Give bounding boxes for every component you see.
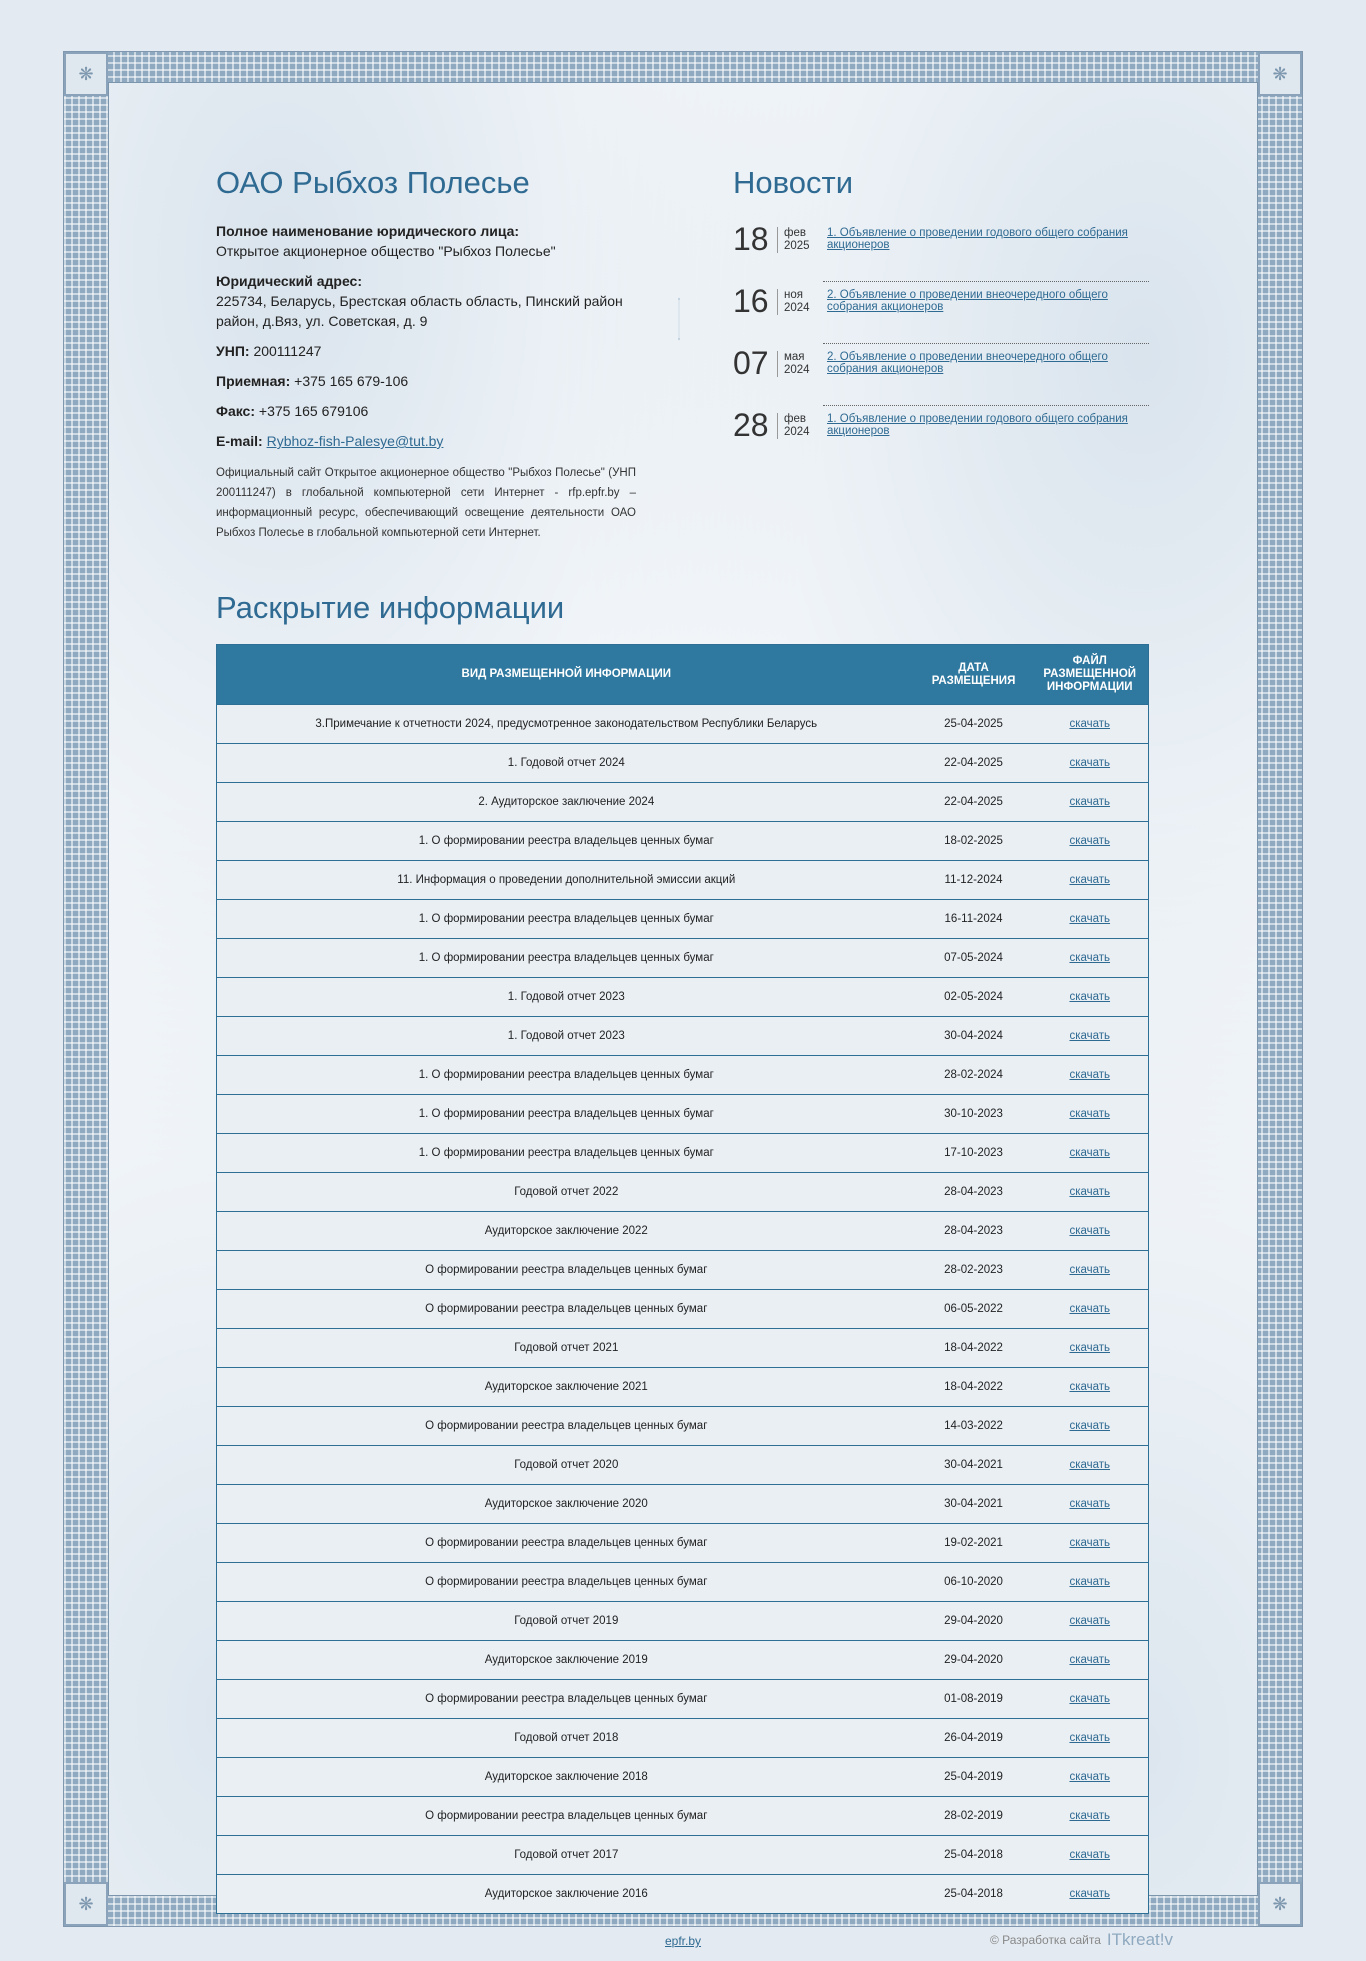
- info-type-cell: Аудиторское заключение 2020: [217, 1485, 916, 1524]
- date-cell: 01-08-2019: [916, 1680, 1032, 1719]
- disclosure-section: [216, 590, 1149, 1914]
- download-link[interactable]: скачать: [1069, 1654, 1111, 1666]
- news-month-year: [777, 227, 810, 253]
- company-info: [216, 165, 636, 543]
- file-cell: [1032, 1095, 1149, 1134]
- news-title: Новости: [733, 165, 854, 200]
- file-cell: [1032, 939, 1149, 978]
- date-cell: 26-04-2019: [916, 1719, 1032, 1758]
- download-link[interactable]: скачать: [1069, 1459, 1111, 1471]
- header-file: ФАЙЛ РАЗМЕЩЕННОЙ ИНФОРМАЦИИ: [1032, 645, 1149, 705]
- info-type-cell: Годовой отчет 2020: [217, 1446, 916, 1485]
- table-row: [217, 1485, 1149, 1524]
- news-year: 2024: [784, 425, 810, 438]
- file-cell: [1032, 900, 1149, 939]
- file-cell: [1032, 1329, 1149, 1368]
- news-section: [733, 165, 1149, 469]
- table-row: [217, 783, 1149, 822]
- table-row: [217, 1446, 1149, 1485]
- file-cell: [1032, 1485, 1149, 1524]
- news-link[interactable]: 2. Объявление о проведении внеочередного общего собрания акционеров: [827, 351, 1108, 375]
- news-month-year: [777, 413, 810, 439]
- email-label: E-mail:: [216, 433, 263, 449]
- unp-label: УНП:: [216, 343, 250, 359]
- download-link[interactable]: скачать: [1069, 1186, 1111, 1198]
- date-cell: 02-05-2024: [916, 978, 1032, 1017]
- footer-epfr-link[interactable]: epfr.by: [665, 1934, 702, 1948]
- corner-ornament-icon: ❋: [64, 1882, 108, 1926]
- download-link[interactable]: скачать: [1069, 1888, 1111, 1900]
- full-name-label: Полное наименование юридического лица:: [216, 223, 520, 239]
- full-name-value: Открытое акционерное общество "Рыбхоз Полесье": [216, 243, 556, 259]
- news-item: [733, 345, 1149, 406]
- download-link[interactable]: скачать: [1069, 874, 1111, 886]
- table-header-row: [217, 645, 1149, 705]
- info-type-cell: О формировании реестра владельцев ценных бумаг: [217, 1680, 916, 1719]
- file-cell: [1032, 1251, 1149, 1290]
- info-type-cell: 1. О формировании реестра владельцев ценных бумаг: [217, 939, 916, 978]
- developer-label: © Разработка сайта: [989, 1933, 1101, 1947]
- news-item: [733, 283, 1149, 344]
- info-type-cell: Годовой отчет 2022: [217, 1173, 916, 1212]
- download-link[interactable]: скачать: [1069, 1810, 1111, 1822]
- news-link[interactable]: 1. Объявление о проведении годового общего собрания акционеров: [827, 227, 1128, 251]
- download-link[interactable]: скачать: [1069, 1264, 1111, 1276]
- news-month: фев: [784, 226, 806, 239]
- developer-logo-link[interactable]: ITkreat!v: [1106, 1930, 1173, 1949]
- news-date: [733, 221, 810, 258]
- file-cell: [1032, 1680, 1149, 1719]
- news-separator: [823, 343, 1149, 344]
- download-link[interactable]: скачать: [1069, 1030, 1111, 1042]
- info-type-cell: О формировании реестра владельцев ценных бумаг: [217, 1797, 916, 1836]
- file-cell: [1032, 1212, 1149, 1251]
- news-day: 18: [733, 221, 769, 257]
- info-type-cell: 1. Годовой отчет 2023: [217, 978, 916, 1017]
- table-row: [217, 1719, 1149, 1758]
- table-row: [217, 1095, 1149, 1134]
- download-link[interactable]: скачать: [1069, 1576, 1111, 1588]
- table-row: [217, 1602, 1149, 1641]
- site-description: Официальный сайт Открытое акционерное общество "Рыбхоз Полесье" (УНП 200111247) в глобальной компьютерной сети Интернет - rfp.epfr.by – информационный ресурс, обеспечивающий освещение деятельности ОАО Рыбхоз Полесье в глобальной компьютерной сети Интернет.: [216, 467, 636, 539]
- table-row: [217, 1134, 1149, 1173]
- reception-label: Приемная:: [216, 373, 291, 389]
- table-row: [217, 822, 1149, 861]
- date-cell: 25-04-2019: [916, 1758, 1032, 1797]
- download-link[interactable]: скачать: [1069, 1849, 1111, 1861]
- table-row: [217, 861, 1149, 900]
- news-year: 2024: [784, 363, 810, 376]
- table-row: [217, 705, 1149, 744]
- table-row: [217, 1680, 1149, 1719]
- date-cell: 22-04-2025: [916, 783, 1032, 822]
- table-row: [217, 1797, 1149, 1836]
- reception-field: [216, 371, 636, 391]
- news-month: фев: [784, 412, 806, 425]
- file-cell: [1032, 1719, 1149, 1758]
- info-type-cell: 11. Информация о проведении дополнительной эмиссии акций: [217, 861, 916, 900]
- file-cell: [1032, 1563, 1149, 1602]
- reception-value: +375 165 679-106: [294, 373, 409, 389]
- news-day: 16: [733, 283, 769, 319]
- news-separator: [823, 281, 1149, 282]
- address-value: 225734, Беларусь, Брестская область область, Пинский район район, д.Вяз, ул. Советская, д. 9: [216, 293, 623, 329]
- news-separator: [823, 405, 1149, 406]
- table-row: [217, 1173, 1149, 1212]
- info-type-cell: 1. Годовой отчет 2024: [217, 744, 916, 783]
- info-type-cell: Годовой отчет 2017: [217, 1836, 916, 1875]
- table-row: [217, 1758, 1149, 1797]
- file-cell: [1032, 1368, 1149, 1407]
- full-name-field: [216, 221, 636, 261]
- download-link[interactable]: скачать: [1069, 952, 1111, 964]
- info-type-cell: 3.Примечание к отчетности 2024, предусмотренное законодательством Республики Беларусь: [217, 705, 916, 744]
- table-row: [217, 1524, 1149, 1563]
- unp-field: [216, 341, 636, 361]
- file-cell: [1032, 1875, 1149, 1914]
- date-cell: 28-04-2023: [916, 1173, 1032, 1212]
- download-link[interactable]: скачать: [1069, 1537, 1111, 1549]
- file-cell: [1032, 978, 1149, 1017]
- news-year: 2024: [784, 301, 810, 314]
- date-cell: 28-02-2024: [916, 1056, 1032, 1095]
- file-cell: [1032, 783, 1149, 822]
- fax-value: +375 165 679106: [258, 403, 369, 419]
- fax-label: Факс:: [216, 403, 256, 419]
- file-cell: [1032, 861, 1149, 900]
- table-row: [217, 900, 1149, 939]
- disclosure-title: Раскрытие информации: [216, 590, 565, 625]
- download-link[interactable]: скачать: [1069, 1108, 1111, 1120]
- date-cell: 16-11-2024: [916, 900, 1032, 939]
- news-item: [733, 221, 1149, 282]
- file-cell: [1032, 1797, 1149, 1836]
- table-row: [217, 1836, 1149, 1875]
- file-cell: [1032, 1524, 1149, 1563]
- file-cell: [1032, 1173, 1149, 1212]
- table-row: [217, 1251, 1149, 1290]
- table-row: [217, 1641, 1149, 1680]
- news-day: 07: [733, 345, 769, 381]
- info-type-cell: О формировании реестра владельцев ценных бумаг: [217, 1251, 916, 1290]
- table-row: [217, 1407, 1149, 1446]
- corner-ornament-icon: ❋: [64, 52, 108, 96]
- file-cell: [1032, 705, 1149, 744]
- info-type-cell: 2. Аудиторское заключение 2024: [217, 783, 916, 822]
- file-cell: [1032, 1446, 1149, 1485]
- download-link[interactable]: скачать: [1069, 796, 1111, 808]
- download-link[interactable]: скачать: [1069, 1303, 1111, 1315]
- address-field: [216, 271, 636, 331]
- company-title: ОАО Рыбхоз Полесье: [216, 165, 530, 200]
- date-cell: 28-02-2019: [916, 1797, 1032, 1836]
- email-link[interactable]: Rybhoz-fish-Palesye@tut.by: [266, 433, 444, 449]
- date-cell: 25-04-2025: [916, 705, 1032, 744]
- file-cell: [1032, 1836, 1149, 1875]
- news-month: мая: [784, 350, 805, 363]
- table-row: [217, 1563, 1149, 1602]
- download-link[interactable]: скачать: [1069, 913, 1111, 925]
- table-row: [217, 939, 1149, 978]
- info-type-cell: О формировании реестра владельцев ценных бумаг: [217, 1290, 916, 1329]
- file-cell: [1032, 1758, 1149, 1797]
- news-month: ноя: [784, 288, 803, 301]
- date-cell: 28-04-2023: [916, 1212, 1032, 1251]
- download-link[interactable]: скачать: [1069, 1693, 1111, 1705]
- download-link[interactable]: скачать: [1069, 1771, 1111, 1783]
- news-year: 2025: [784, 239, 810, 252]
- news-link[interactable]: 1. Объявление о проведении годового общего собрания акционеров: [827, 413, 1128, 437]
- date-cell: 06-10-2020: [916, 1563, 1032, 1602]
- unp-value: 200111247: [253, 343, 322, 359]
- table-body: [217, 705, 1149, 1914]
- download-link[interactable]: скачать: [1069, 1381, 1111, 1393]
- date-cell: 30-04-2021: [916, 1485, 1032, 1524]
- news-link[interactable]: 2. Объявление о проведении внеочередного общего собрания акционеров: [827, 289, 1108, 313]
- news-day: 28: [733, 407, 769, 443]
- table-row: [217, 1875, 1149, 1914]
- divider-arrow-icon: [678, 190, 680, 448]
- date-cell: 14-03-2022: [916, 1407, 1032, 1446]
- file-cell: [1032, 1641, 1149, 1680]
- info-type-cell: Годовой отчет 2021: [217, 1329, 916, 1368]
- date-cell: 18-04-2022: [916, 1368, 1032, 1407]
- info-type-cell: Аудиторское заключение 2021: [217, 1368, 916, 1407]
- header-info-type: ВИД РАЗМЕЩЕННОЙ ИНФОРМАЦИИ: [217, 645, 916, 705]
- info-type-cell: 1. О формировании реестра владельцев ценных бумаг: [217, 900, 916, 939]
- date-cell: 25-04-2018: [916, 1836, 1032, 1875]
- info-type-cell: 1. О формировании реестра владельцев ценных бумаг: [217, 1056, 916, 1095]
- info-type-cell: 1. Годовой отчет 2023: [217, 1017, 916, 1056]
- info-type-cell: О формировании реестра владельцев ценных бумаг: [217, 1407, 916, 1446]
- download-link[interactable]: скачать: [1069, 1420, 1111, 1432]
- table-row: [217, 1017, 1149, 1056]
- news-date: [733, 345, 810, 382]
- news-month-year: [777, 351, 810, 377]
- date-cell: 30-04-2024: [916, 1017, 1032, 1056]
- date-cell: 22-04-2025: [916, 744, 1032, 783]
- download-link[interactable]: скачать: [1069, 1615, 1111, 1627]
- date-cell: 19-02-2021: [916, 1524, 1032, 1563]
- email-field: [216, 431, 636, 451]
- header-date: ДАТА РАЗМЕЩЕНИЯ: [916, 645, 1032, 705]
- corner-ornament-icon: ❋: [1258, 1882, 1302, 1926]
- date-cell: 25-04-2018: [916, 1875, 1032, 1914]
- table-row: [217, 978, 1149, 1017]
- info-type-cell: 1. О формировании реестра владельцев ценных бумаг: [217, 1095, 916, 1134]
- date-cell: 06-05-2022: [916, 1290, 1032, 1329]
- date-cell: 07-05-2024: [916, 939, 1032, 978]
- info-type-cell: Аудиторское заключение 2018: [217, 1758, 916, 1797]
- file-cell: [1032, 1602, 1149, 1641]
- info-type-cell: О формировании реестра владельцев ценных бумаг: [217, 1524, 916, 1563]
- info-type-cell: Годовой отчет 2019: [217, 1602, 916, 1641]
- download-link[interactable]: скачать: [1069, 1225, 1111, 1237]
- download-link[interactable]: скачать: [1069, 1498, 1111, 1510]
- file-cell: [1032, 744, 1149, 783]
- download-link[interactable]: скачать: [1069, 991, 1111, 1003]
- footer-developer: [990, 1930, 1173, 1950]
- date-cell: 29-04-2020: [916, 1641, 1032, 1680]
- date-cell: 30-04-2021: [916, 1446, 1032, 1485]
- address-label: Юридический адрес:: [216, 273, 362, 289]
- info-type-cell: 1. О формировании реестра владельцев ценных бумаг: [217, 1134, 916, 1173]
- download-link[interactable]: скачать: [1069, 1069, 1111, 1081]
- table-row: [217, 1368, 1149, 1407]
- table-row: [217, 1290, 1149, 1329]
- date-cell: 17-10-2023: [916, 1134, 1032, 1173]
- file-cell: [1032, 822, 1149, 861]
- info-type-cell: Годовой отчет 2018: [217, 1719, 916, 1758]
- date-cell: 18-04-2022: [916, 1329, 1032, 1368]
- file-cell: [1032, 1056, 1149, 1095]
- table-row: [217, 744, 1149, 783]
- news-date: [733, 283, 810, 320]
- download-link[interactable]: скачать: [1069, 757, 1111, 769]
- download-link[interactable]: скачать: [1069, 1147, 1111, 1159]
- news-list: [733, 221, 1149, 468]
- download-link[interactable]: скачать: [1069, 1342, 1111, 1354]
- table-row: [217, 1056, 1149, 1095]
- fax-field: [216, 401, 636, 421]
- download-link[interactable]: скачать: [1069, 1732, 1111, 1744]
- file-cell: [1032, 1017, 1149, 1056]
- info-type-cell: 1. О формировании реестра владельцев ценных бумаг: [217, 822, 916, 861]
- download-link[interactable]: скачать: [1069, 718, 1111, 730]
- disclosure-table: [216, 644, 1149, 1914]
- news-month-year: [777, 289, 810, 315]
- download-link[interactable]: скачать: [1069, 835, 1111, 847]
- info-type-cell: О формировании реестра владельцев ценных бумаг: [217, 1563, 916, 1602]
- date-cell: 11-12-2024: [916, 861, 1032, 900]
- info-type-cell: Аудиторское заключение 2019: [217, 1641, 916, 1680]
- news-item: [733, 407, 1149, 468]
- file-cell: [1032, 1134, 1149, 1173]
- table-row: [217, 1212, 1149, 1251]
- info-type-cell: Аудиторское заключение 2016: [217, 1875, 916, 1914]
- file-cell: [1032, 1290, 1149, 1329]
- date-cell: 28-02-2023: [916, 1251, 1032, 1290]
- info-type-cell: Аудиторское заключение 2022: [217, 1212, 916, 1251]
- news-date: [733, 407, 810, 444]
- date-cell: 18-02-2025: [916, 822, 1032, 861]
- corner-ornament-icon: ❋: [1258, 52, 1302, 96]
- date-cell: 29-04-2020: [916, 1602, 1032, 1641]
- file-cell: [1032, 1407, 1149, 1446]
- table-row: [217, 1329, 1149, 1368]
- date-cell: 30-10-2023: [916, 1095, 1032, 1134]
